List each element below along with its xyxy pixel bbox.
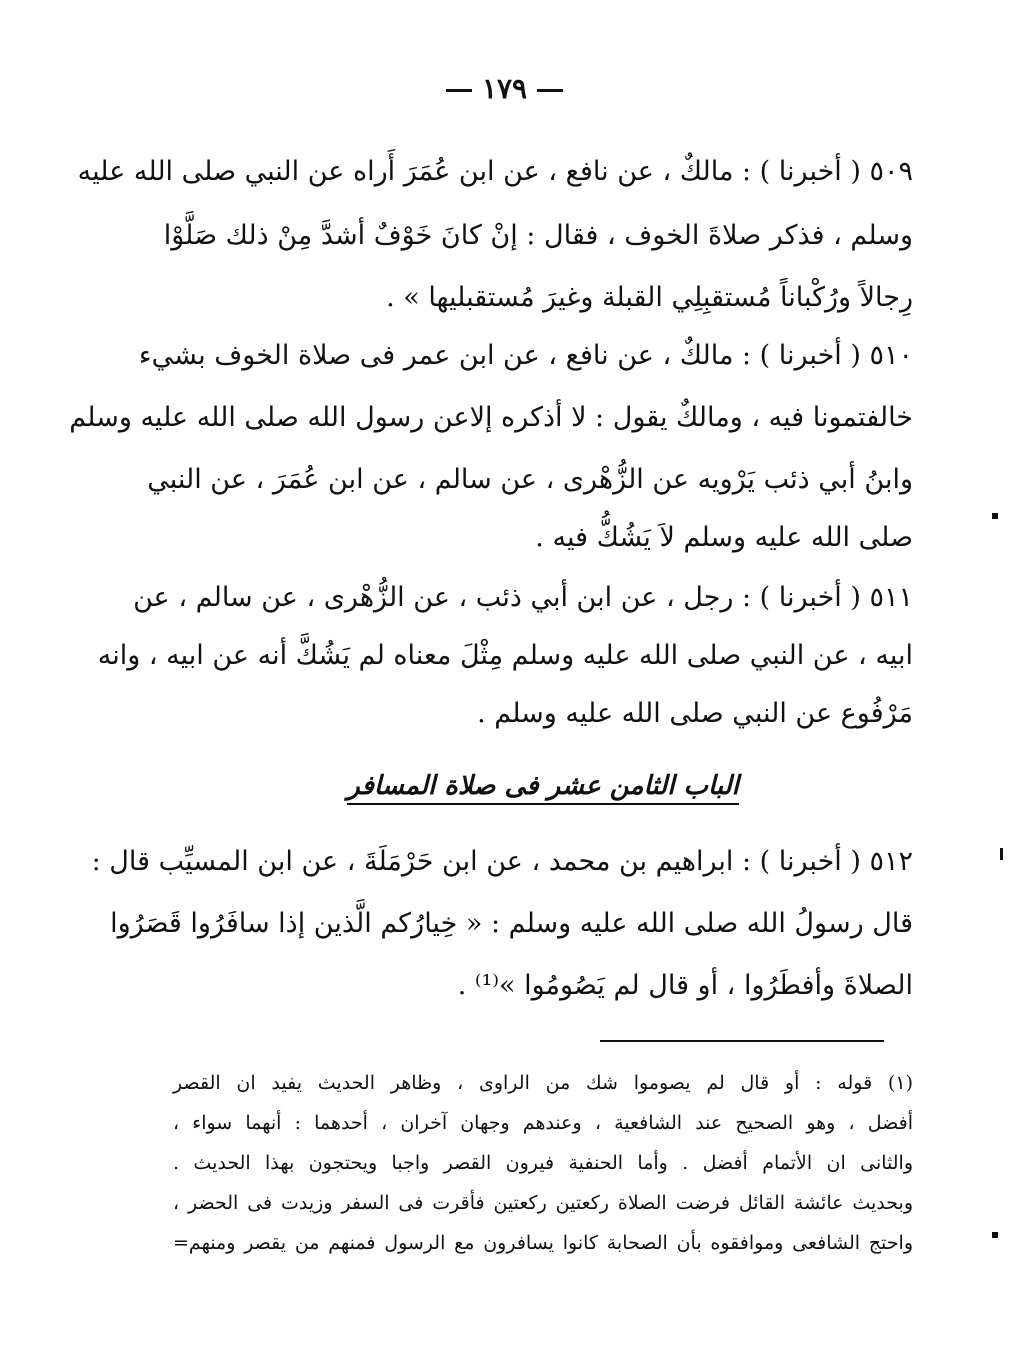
footnote-line-4: وبحديث عائشة القائل فرضت الصلاة ركعتين ركعتين فأقرت فى السفر وزيدت فى الحضر ، (173, 1192, 913, 1214)
hadith-509-line-3: رِجالاً ورُكْباناً مُستقبِلِي القبلة وغيرَ مُستقبليها » . (386, 282, 913, 313)
hadith-511-line-1: ٥١١ ( أخبرنا ) : رجل ، عن ابن أبي ذئب ، عن الزُّهْرى ، عن سالم ، عن (133, 582, 913, 613)
footnote-line-3: والثانى ان الأتمام أفضل . وأما الحنفية فيرون القصر واجبا ويحتجون بهذا الحديث . (173, 1152, 913, 1174)
page-number (0, 72, 1009, 105)
hadith-512-line-3: الصلاةَ وأفطَرُوا ، أو قال لم يَصُومُوا »⁽¹⁾ . (457, 970, 913, 1001)
margin-mark (992, 1232, 998, 1238)
footnote-line-5: واحتج الشافعى وموافقوه بأن الصحابة كانوا يسافرون مع الرسول فمنهم من يقصر ومنهم= (173, 1232, 913, 1254)
page-number-text: ١٧٩ (481, 72, 528, 105)
chapter-heading (173, 766, 913, 806)
dash-left (537, 89, 563, 92)
hadith-512-line-2: قال رسولُ الله صلى الله عليه وسلم : « خِيارُكم الَّذين إذا سافَرُوا قَصَرُوا (110, 908, 913, 939)
chapter-heading-text: الباب الثامن عشر فى صلاة المسافر (347, 771, 739, 805)
footnote-line-2: أفضل ، وهو الصحيح عند الشافعية ، وعندهم وجهان آخران ، أحدهما : أنهما سواء ، (173, 1112, 913, 1134)
hadith-510-line-3: وابنُ أبي ذئب يَرْويه عن الزُّهْرى ، عن سالم ، عن ابن عُمَرَ ، عن النبي (147, 464, 913, 495)
hadith-512-line-1: ٥١٢ ( أخبرنا ) : ابراهيم بن محمد ، عن ابن حَرْمَلَةَ ، عن ابن المسيِّب قال : (91, 846, 913, 877)
hadith-509-line-2: وسلم ، فذكر صلاةَ الخوف ، فقال : إنْ كانَ خَوْفٌ أشدَّ مِنْ ذلك صَلَّوْا (163, 220, 913, 251)
margin-mark (1000, 848, 1003, 860)
hadith-510-line-2: خالفتمونا فيه ، ومالكٌ يقول : لا أذكره إلاعن رسول الله صلى الله عليه وسلم (69, 402, 913, 433)
footnote-separator (600, 1040, 884, 1042)
hadith-509-line-1: ٥٠٩ ( أخبرنا ) : مالكٌ ، عن نافع ، عن ابن عُمَرَ أَراه عن النبي صلى الله عليه (77, 156, 913, 187)
hadith-511-line-3: مَرْفُوع عن النبي صلى الله عليه وسلم . (477, 698, 913, 729)
margin-mark (992, 513, 998, 519)
hadith-510-line-4: صلى الله عليه وسلم لاَ يَشُكُّ فيه . (535, 522, 913, 553)
footnote-line-1: (١) قوله : أو قال لم يصوموا شك من الراوى ، وظاهر الحديث يفيد ان القصر (173, 1072, 913, 1094)
hadith-510-line-1: ٥١٠ ( أخبرنا ) : مالكٌ ، عن نافع ، عن ابن عمر فى صلاة الخوف بشيء (138, 340, 913, 371)
dash-right (446, 89, 472, 92)
hadith-511-line-2: ابيه ، عن النبي صلى الله عليه وسلم مِثْلَ معناه لم يَشُكَّ أنه عن ابيه ، وانه (97, 640, 913, 671)
